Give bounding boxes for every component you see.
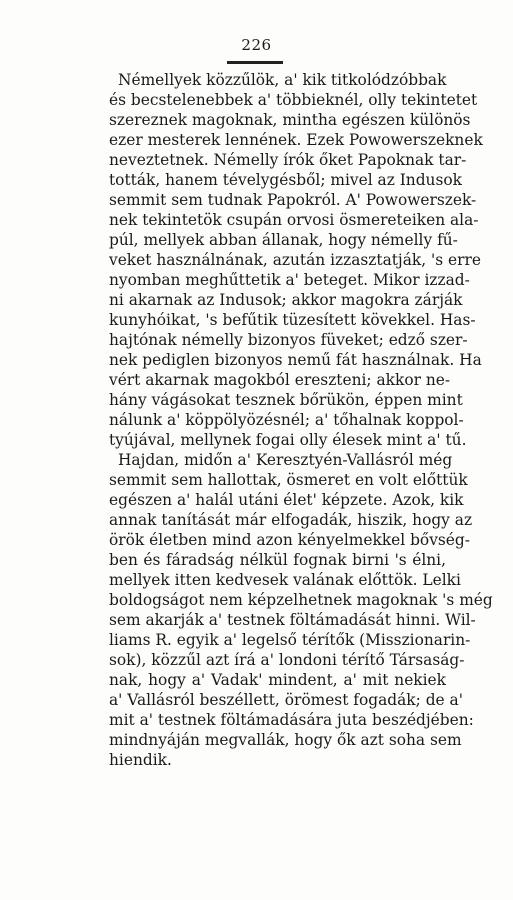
text-line: a' Vallásról beszéllett, örömest fogadák; de a' xyxy=(109,691,463,709)
header-rule xyxy=(227,61,283,64)
text-line: egészen a' halál utáni élet' képzete. Azok, kik xyxy=(109,491,464,509)
text-line: Némellyek közzűlök, a' kik titkolódzóbbak xyxy=(118,71,447,89)
text-line: nak, hogy a' Vadak' mindent, a' mit nekiek xyxy=(109,671,446,689)
text-line: liams R. egyik a' legelső térítők (Misszionarin- xyxy=(109,631,471,649)
text-line: nek tekintetök csupán orvosi ösmereteiken ala- xyxy=(109,211,479,229)
text-line: annak tanítását már elfogadák, hiszik, hogy az xyxy=(109,511,473,529)
text-line: Hajdan, midőn a' Keresztyén-Vallásról még xyxy=(118,451,453,469)
text-line: mit a' testnek föltámadására juta beszédjében: xyxy=(109,711,474,729)
text-line: nálunk a' köppölyözésnél; a' tőhalnak koppol- xyxy=(109,411,464,429)
text-line: sok), közzűl azt írá a' londoni térítő Társaság- xyxy=(109,651,465,669)
text-line: vért akarnak magokból ereszteni; akkor ne- xyxy=(109,371,451,389)
text-line: veket használnának, azután izzasztatják, 's erre xyxy=(109,251,481,269)
text-line: szereznek magoknak, mintha egészen különös xyxy=(109,111,471,129)
text-line: nek pediglen bizonyos nemű fát használnak. Ha xyxy=(109,351,482,369)
text-line: nyomban meghűttetik a' beteget. Mikor izzad- xyxy=(109,271,470,289)
text-line: hiendik. xyxy=(109,751,172,769)
text-line: mindnyáján megvallák, hogy ők azt soha sem xyxy=(109,731,462,749)
text-line: semmit sem tudnak Papokról. A' Powowerszek- xyxy=(109,191,477,209)
text-line: ni akarnak az Indusok; akkor magokra zárják xyxy=(109,291,463,309)
text-line: örök életben mind azon kényelmekkel bővség- xyxy=(109,531,470,549)
text-line: ben és fáradság nélkül fognak birni 's élni, xyxy=(109,551,446,569)
text-line: és becstelenebbek a' többieknél, olly tekintetet xyxy=(109,91,478,109)
text-line: semmit sem hallottak, ösmeret en volt előttük xyxy=(109,471,468,489)
text-line: tyújával, mellynek fogai olly élesek mint a' tű. xyxy=(109,431,467,449)
text-line: sem akarják a' testnek föltámadását hinni. Wil- xyxy=(109,611,476,629)
text-line: hány vágásokat tesznek bőrükön, éppen mint xyxy=(109,391,463,409)
text-line: tották, hanem tévelygésből; mivel az Indusok xyxy=(109,171,462,189)
text-line: ezer mesterek lennének. Ezek Powowerszeknek xyxy=(109,131,483,149)
text-line: púl, mellyek abban állanak, hogy némelly fű- xyxy=(109,231,458,249)
text-line: neveztetnek. Némelly írók őket Papoknak tar- xyxy=(109,151,467,169)
text-line: boldogságot nem képzelhetnek magoknak 's még xyxy=(109,591,493,609)
text-line: mellyek itten kedvesek valának előttök. Lelki xyxy=(109,571,461,589)
page-number: 226 xyxy=(241,36,272,54)
text-line: hajtónak némelly bizonyos füveket; edző szer- xyxy=(109,331,468,349)
text-line: kunyhóikat, 's befűtik tüzesített kövekkel. Has- xyxy=(109,311,476,329)
